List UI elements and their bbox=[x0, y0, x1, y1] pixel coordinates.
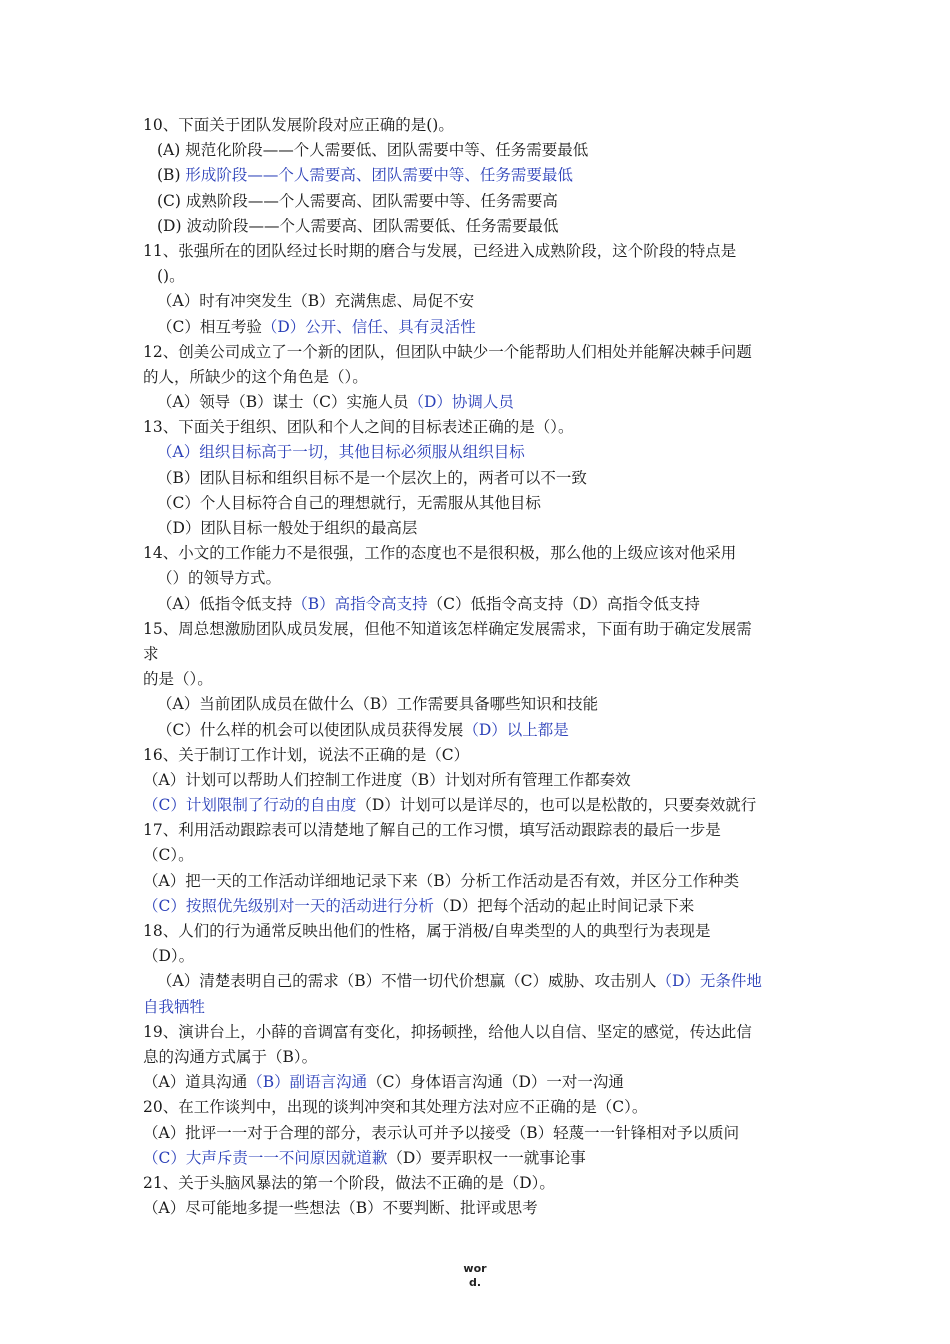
text-line bbox=[143, 869, 813, 894]
text-segment: （A）尽可能地多提一些想法（B）不要判断、批评或思考 bbox=[143, 1199, 538, 1218]
text-line bbox=[143, 1121, 813, 1146]
text-segment: （C）个人目标符合自己的理想就行，无需服从其他目标 bbox=[157, 493, 541, 512]
text-line bbox=[143, 1196, 813, 1221]
text-segment: 18、人们的行为通常反映出他们的性格，属于消极/自卑类型的人的典型行为表现是 bbox=[143, 922, 711, 940]
text-segment: 11、张强所在的团队经过长时期的磨合与发展，已经进入成熟阶段，这个阶段的特点是 bbox=[143, 241, 737, 260]
text-line bbox=[143, 491, 813, 516]
text-segment: （A）道具沟通 bbox=[143, 1073, 248, 1092]
text-line bbox=[143, 1095, 813, 1120]
text-segment: (B) bbox=[157, 166, 186, 185]
text-line bbox=[143, 516, 813, 541]
text-line bbox=[143, 667, 813, 692]
text-segment: 12、创美公司成立了一个新的团队，但团队中缺少一个能帮助人们相处并能解决棘手问题 bbox=[143, 342, 752, 361]
highlighted-answer: （D）无条件地 bbox=[656, 972, 762, 991]
text-segment: （A）计划可以帮助人们控制工作进度（B）计划对所有管理工作都奏效 bbox=[143, 770, 631, 789]
text-line bbox=[143, 365, 813, 390]
text-segment: 13、下面关于组织、团队和个人之间的目标表述正确的是（）。 bbox=[143, 418, 574, 437]
text-segment: 19、演讲台上，小薛的音调富有变化，抑扬顿挫，给他人以自信、坚定的感觉，传达此信 bbox=[143, 1022, 752, 1041]
footer-line-2: d. bbox=[468, 1276, 482, 1289]
text-line bbox=[143, 239, 813, 264]
text-line bbox=[143, 944, 813, 969]
highlighted-answer: （D）公开、信任、具有灵活性 bbox=[261, 317, 476, 336]
text-segment: (A) 规范化阶段——个人需要低、团队需要中等、任务需要最低 bbox=[157, 141, 589, 160]
text-line bbox=[143, 289, 813, 314]
highlighted-answer: （C）按照优先级别对一天的活动进行分析 bbox=[143, 896, 434, 915]
highlighted-answer: （B）副语言沟通 bbox=[247, 1073, 368, 1092]
text-segment: (D) 波动阶段——个人需要高、团队需要低、任务需要最低 bbox=[157, 216, 559, 235]
text-segment: （C）低指令高支持（D）高指令低支持 bbox=[427, 594, 700, 613]
text-segment: 的人，所缺少的这个角色是（）。 bbox=[143, 367, 368, 386]
text-line bbox=[143, 718, 813, 743]
highlighted-answer: 自我牺牲 bbox=[143, 997, 206, 1016]
text-line bbox=[143, 818, 813, 843]
text-line bbox=[143, 843, 813, 868]
text-segment: （D）。 bbox=[143, 947, 195, 966]
text-segment: （C）相互考验 bbox=[157, 317, 262, 336]
text-segment: 10、下面关于团队发展阶段对应正确的是()。 bbox=[143, 116, 454, 134]
text-segment: （A）批评一一对于合理的部分，表示认可并予以接受（B）轻蔑一一针锋相对予以质问 bbox=[143, 1123, 740, 1142]
text-segment: （C）身体语言沟通（D）一对一沟通 bbox=[367, 1073, 624, 1092]
text-line bbox=[143, 617, 813, 642]
highlighted-answer: （A）组织目标高于一切，其他目标必须服从组织目标 bbox=[157, 443, 525, 462]
text-segment: （C）什么样的机会可以使团队成员获得发展 bbox=[157, 720, 464, 739]
text-line bbox=[143, 692, 813, 717]
text-line bbox=[143, 138, 813, 163]
text-segment: （A）领导（B）谋士（C）实施人员 bbox=[157, 393, 409, 412]
text-line bbox=[143, 995, 813, 1020]
text-segment: 17、利用活动跟踪表可以清楚地了解自己的工作习惯，填写活动跟踪表的最后一步是 bbox=[143, 821, 721, 840]
text-segment: 21、关于头脑风暴法的第一个阶段，做法不正确的是（D）。 bbox=[143, 1173, 555, 1192]
text-segment: （D）要弄职权一一就事论事 bbox=[387, 1148, 586, 1167]
text-line bbox=[143, 340, 813, 365]
page-footer bbox=[0, 1262, 950, 1290]
text-line bbox=[143, 566, 813, 591]
text-line bbox=[143, 264, 813, 289]
text-line bbox=[143, 1045, 813, 1070]
text-segment: (C) 成熟阶段——个人需要高、团队需要中等、任务需要高 bbox=[157, 191, 558, 210]
text-line bbox=[143, 1070, 813, 1095]
text-segment: （D）计划可以是详尽的，也可以是松散的，只要奏效就行 bbox=[356, 796, 757, 815]
text-line bbox=[143, 390, 813, 415]
text-line bbox=[143, 1020, 813, 1045]
highlighted-answer: （B）高指令高支持 bbox=[292, 594, 428, 613]
text-segment: 20、在工作谈判中，出现的谈判冲突和其处理方法对应不正确的是（C）。 bbox=[143, 1098, 648, 1117]
text-segment: 的是（）。 bbox=[143, 670, 213, 689]
text-line bbox=[143, 1171, 813, 1196]
text-line bbox=[143, 214, 813, 239]
text-line bbox=[143, 642, 813, 667]
text-line bbox=[143, 1146, 813, 1171]
text-segment: 16、关于制订工作计划，说法不正确的是（C） bbox=[143, 745, 470, 764]
text-segment: （A）时有冲突发生（B）充满焦虑、局促不安 bbox=[157, 292, 475, 311]
text-segment: 14、小文的工作能力不是很强，工作的态度也不是很积极，那么他的上级应该对他采用 bbox=[143, 544, 737, 563]
text-segment: （C）。 bbox=[143, 846, 194, 865]
text-line bbox=[143, 415, 813, 440]
text-line bbox=[143, 768, 813, 793]
highlighted-answer: （D）以上都是 bbox=[463, 720, 569, 739]
text-segment: 息的沟通方式属于（B）。 bbox=[143, 1047, 318, 1066]
text-segment: （D）团队目标一般处于组织的最高层 bbox=[157, 519, 418, 537]
text-segment: 求 bbox=[143, 644, 159, 663]
text-line bbox=[143, 894, 813, 919]
text-line bbox=[143, 592, 813, 617]
text-line bbox=[143, 969, 813, 994]
text-segment: ()。 bbox=[157, 267, 185, 286]
text-segment: （A）把一天的工作活动详细地记录下来（B）分析工作活动是否有效，并区分工作种类 bbox=[143, 871, 740, 890]
footer-line-1: wor bbox=[463, 1262, 487, 1275]
text-line bbox=[143, 541, 813, 566]
text-line bbox=[143, 189, 813, 214]
text-segment: （D）把每个活动的起止时间记录下来 bbox=[433, 896, 695, 915]
text-line bbox=[143, 440, 813, 465]
text-line bbox=[143, 315, 813, 340]
text-line bbox=[143, 919, 813, 944]
question-list bbox=[143, 113, 813, 1221]
text-segment: （A）低指令低支持 bbox=[157, 594, 293, 613]
text-segment: （A）当前团队成员在做什么（B）工作需要具备哪些知识和技能 bbox=[157, 695, 599, 714]
highlighted-answer: （C）计划限制了行动的自由度 bbox=[143, 796, 357, 815]
text-segment: （）的领导方式。 bbox=[157, 569, 282, 588]
highlighted-answer: （C）大声斥责一一不问原因就道歉 bbox=[143, 1148, 388, 1167]
text-line bbox=[143, 743, 813, 768]
text-segment: 15、周总想激励团队成员发展，但他不知道该怎样确定发展需求，下面有助于确定发展需 bbox=[143, 619, 752, 638]
text-line bbox=[143, 793, 813, 818]
text-segment: （A）清楚表明自己的需求（B）不惜一切代价想赢（C）威胁、攻击别人 bbox=[157, 972, 657, 991]
highlighted-answer: 形成阶段——个人需要高、团队需要中等、任务需要最低 bbox=[185, 166, 573, 185]
text-line bbox=[143, 163, 813, 188]
text-segment: （B）团队目标和组织目标不是一个层次上的，两者可以不一致 bbox=[157, 468, 587, 487]
text-line bbox=[143, 113, 813, 138]
highlighted-answer: （D）协调人员 bbox=[408, 393, 514, 412]
text-line bbox=[143, 466, 813, 491]
